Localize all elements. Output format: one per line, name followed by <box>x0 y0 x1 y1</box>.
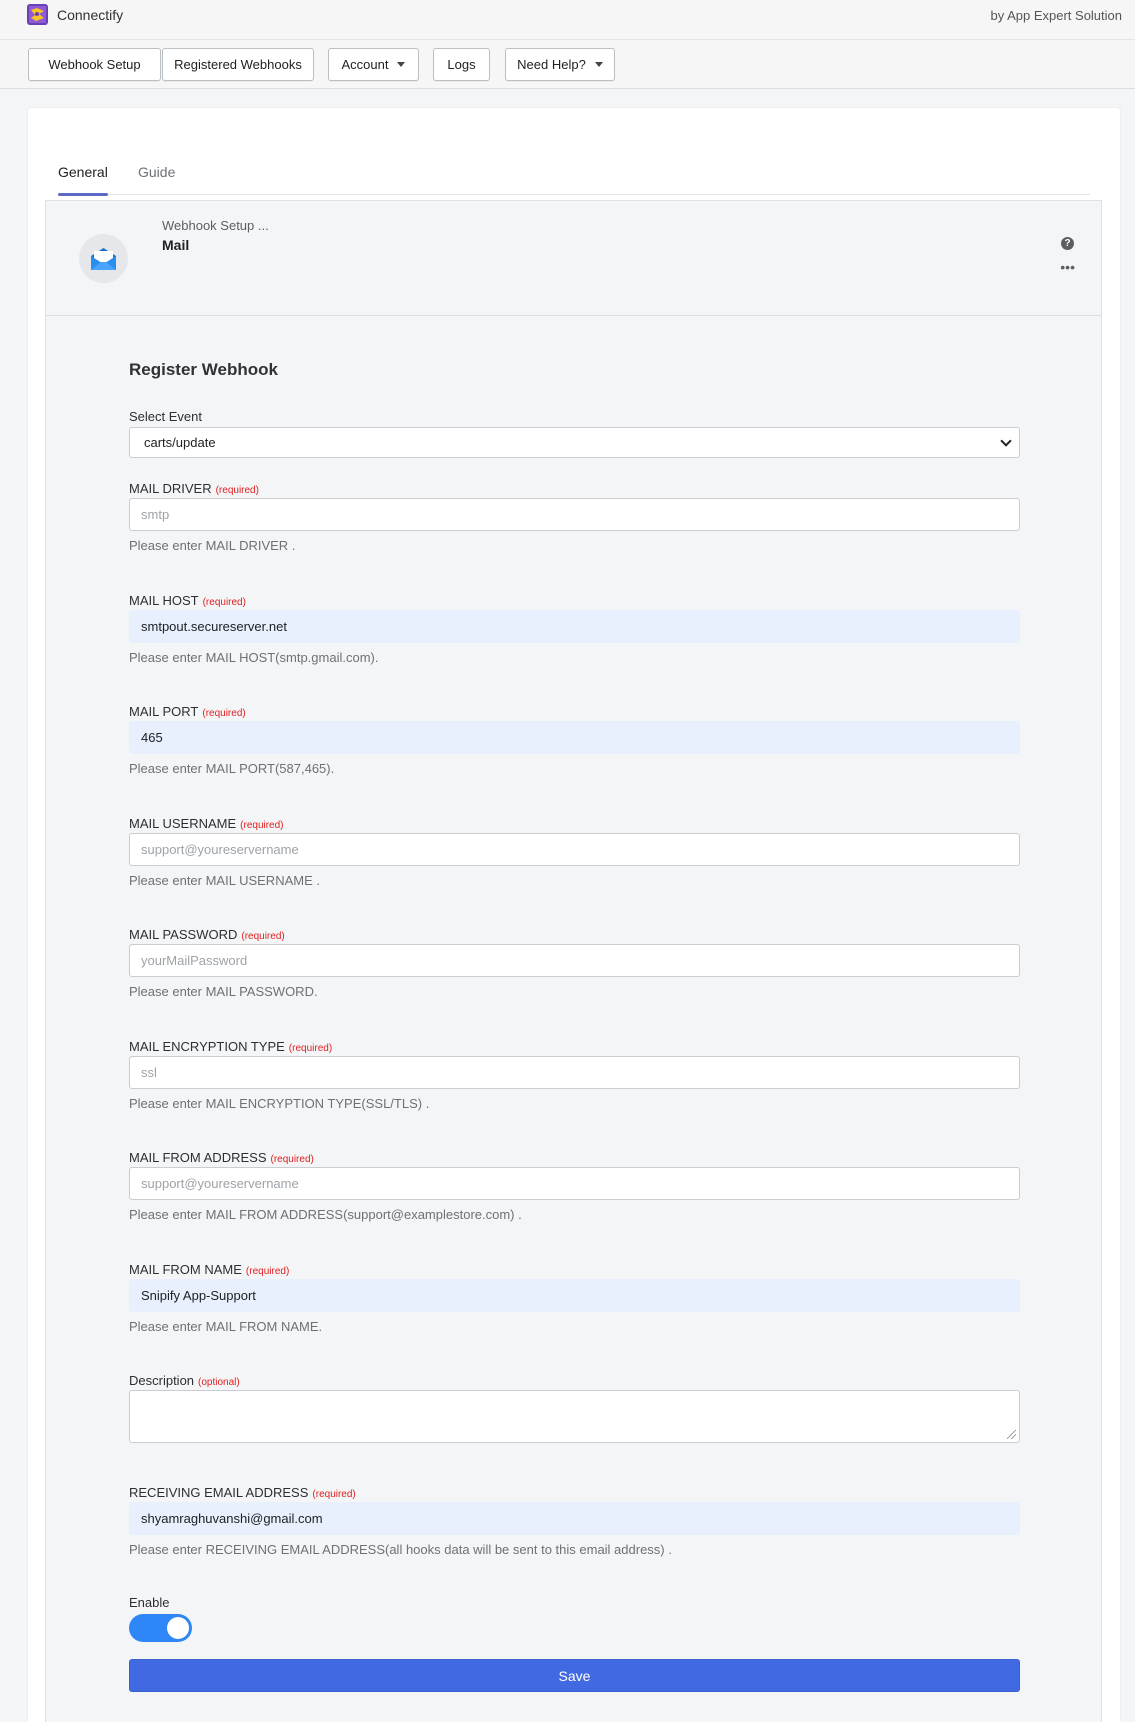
required-tag: (required) <box>241 931 285 942</box>
app-name: Connectify <box>57 7 124 23</box>
mail-icon <box>79 234 128 283</box>
mail-password-input[interactable] <box>129 944 1020 977</box>
mail-port-hint: Please enter MAIL PORT(587,465). <box>129 761 335 776</box>
required-tag: (required) <box>215 485 259 496</box>
form-title: Register Webhook <box>129 360 278 379</box>
description-textarea[interactable] <box>129 1390 1020 1443</box>
mail-encryption-label: MAIL ENCRYPTION TYPE (required) <box>129 1039 333 1054</box>
mail-username-label: MAIL USERNAME (required) <box>129 816 284 831</box>
mail-encryption-input[interactable] <box>129 1056 1020 1089</box>
logs-label: Logs <box>447 57 476 72</box>
need-help-label: Need Help? <box>517 57 586 72</box>
help-icon[interactable]: ? <box>1061 237 1074 250</box>
webhook-setup-button[interactable] <box>28 48 161 81</box>
optional-tag: (optional) <box>198 1377 240 1388</box>
required-tag: (required) <box>270 1154 314 1165</box>
logs-button[interactable] <box>433 48 490 81</box>
mail-username-input[interactable] <box>129 833 1020 866</box>
tab-guide[interactable]: Guide <box>138 164 176 180</box>
required-tag: (required) <box>312 1489 356 1500</box>
chevron-down-icon <box>1000 435 1011 446</box>
mail-from-name-input[interactable] <box>129 1279 1020 1312</box>
mail-host-label: MAIL HOST (required) <box>129 593 246 608</box>
mail-encryption-hint: Please enter MAIL ENCRYPTION TYPE(SSL/TLS) . <box>129 1096 430 1111</box>
mail-password-label: MAIL PASSWORD (required) <box>129 927 285 942</box>
mail-username-hint: Please enter MAIL USERNAME . <box>129 873 320 888</box>
required-tag: (required) <box>245 1266 290 1277</box>
mail-from-address-hint: Please enter MAIL FROM ADDRESS(support@examplestore.com) . <box>129 1207 522 1222</box>
tab-bar <box>58 156 1090 195</box>
toggle-knob <box>167 1617 189 1639</box>
mail-driver-label: MAIL DRIVER (required) <box>129 481 259 496</box>
connectify-logo-icon <box>27 4 48 25</box>
enable-toggle[interactable] <box>129 1614 192 1642</box>
required-tag: (required) <box>202 708 246 719</box>
mail-from-name-hint: Please enter MAIL FROM NAME. <box>129 1319 323 1334</box>
select-event-label: Select Event <box>129 409 202 424</box>
page-title: Mail <box>162 237 190 253</box>
nav-bar <box>0 40 1135 89</box>
mail-host-input[interactable] <box>129 610 1020 643</box>
mail-from-address-label: MAIL FROM ADDRESS (required) <box>129 1150 314 1165</box>
main-card <box>27 107 1121 1722</box>
select-event-dropdown[interactable] <box>129 427 1020 458</box>
mail-host-hint: Please enter MAIL HOST(smtp.gmail.com). <box>129 650 379 665</box>
mail-from-address-input[interactable] <box>129 1167 1020 1200</box>
tab-general[interactable]: General <box>58 156 108 195</box>
webhook-setup-label: Webhook Setup <box>48 57 141 72</box>
mail-driver-input[interactable] <box>129 498 1020 531</box>
mail-driver-hint: Please enter MAIL DRIVER . <box>129 538 296 553</box>
mail-port-label: MAIL PORT (required) <box>129 704 246 719</box>
need-help-dropdown-button[interactable] <box>505 48 615 81</box>
required-tag: (required) <box>288 1043 333 1054</box>
vendor-byline: by App Expert Solution <box>990 8 1122 23</box>
top-bar <box>0 0 1135 40</box>
registered-webhooks-label: Registered Webhooks <box>174 57 302 72</box>
receiving-email-input[interactable] <box>129 1502 1020 1535</box>
save-button[interactable]: Save <box>129 1659 1020 1692</box>
select-event-value: carts/update <box>144 435 216 450</box>
mail-from-name-label: MAIL FROM NAME (required) <box>129 1262 290 1277</box>
mail-port-input[interactable] <box>129 721 1020 754</box>
account-label: Account <box>341 57 389 72</box>
chevron-down-icon <box>397 62 405 67</box>
receiving-email-label: RECEIVING EMAIL ADDRESS (required) <box>129 1485 356 1500</box>
mail-password-hint: Please enter MAIL PASSWORD. <box>129 984 318 999</box>
chevron-down-icon <box>595 62 603 67</box>
registered-webhooks-button[interactable] <box>162 48 314 81</box>
required-tag: (required) <box>202 597 246 608</box>
required-tag: (required) <box>240 820 284 831</box>
receiving-email-hint: Please enter RECEIVING EMAIL ADDRESS(all hooks data will be sent to this email address) . <box>129 1542 672 1557</box>
more-options-icon[interactable]: ••• <box>1060 259 1075 275</box>
account-dropdown-button[interactable] <box>328 48 419 81</box>
breadcrumb[interactable]: Webhook Setup ... <box>162 218 269 233</box>
resize-handle-icon[interactable] <box>1007 1430 1016 1439</box>
description-label: Description (optional) <box>129 1373 240 1388</box>
webhook-panel <box>45 200 1102 1722</box>
panel-header <box>46 201 1101 316</box>
enable-label: Enable <box>129 1595 170 1610</box>
